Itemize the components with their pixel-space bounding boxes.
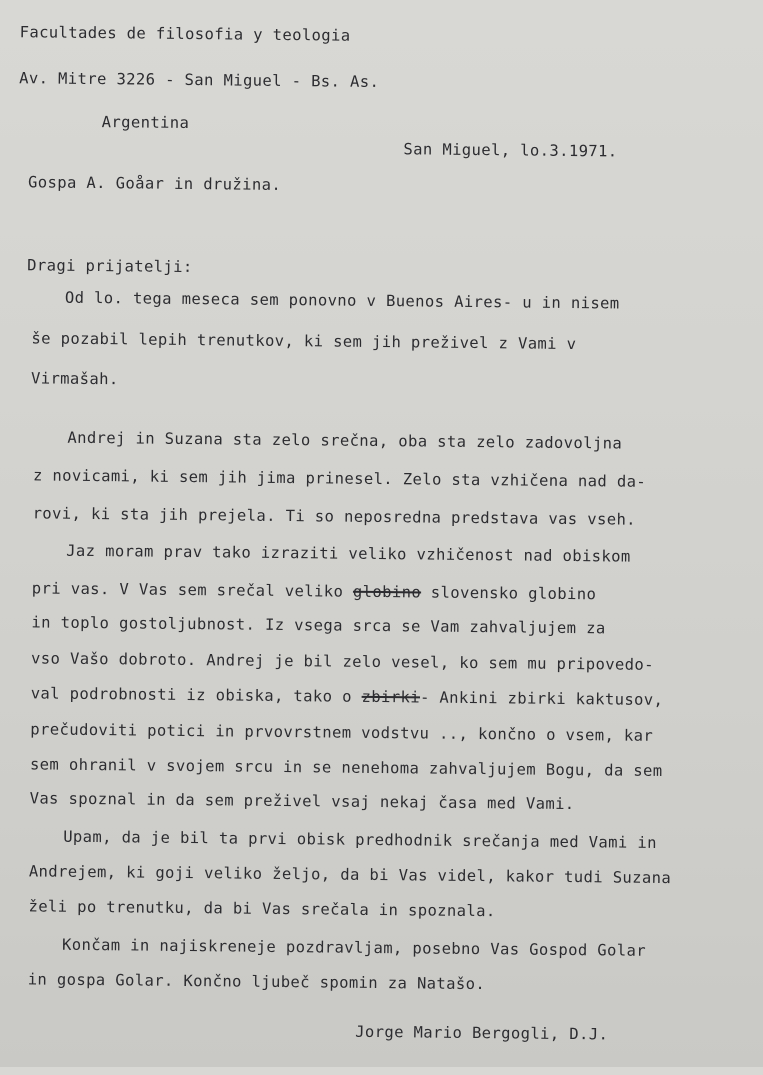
letterhead-institution: Facultades de filosofia y teologia — [19, 23, 351, 45]
paragraph-4-line: Upam, da je bil ta prvi obisk predhodnik srečanja med Vami in — [63, 827, 657, 852]
paragraph-3-line: in toplo gostoljubnost. Iz vsega srca se Vam zahvaljujem za — [31, 613, 606, 638]
text-segment: val podrobnosti iz obiska, tako o — [30, 684, 362, 706]
paragraph-3-line: vso Vašo dobroto. Andrej je bil zelo vesel, ko sem mu pripovedo- — [31, 649, 655, 674]
paragraph-1-line: še pozabil lepih trenutkov, ki sem jih preživel z Vami v — [31, 329, 577, 354]
letter-date: San Miguel, lo.3.1971. — [403, 140, 618, 161]
paragraph-2-line: rovi, ki sta jih prejela. Ti so neposredna predstava vas vseh. — [32, 504, 637, 529]
paragraph-3-line: prečudoviti potici in prvovrstnem vodstvu .., končno o vsem, kar — [30, 720, 654, 745]
letterhead-country: Argentina — [101, 113, 190, 132]
paragraph-2-line: z novicami, ki sem jih jima prinesel. Zelo sta vzhičena nad da- — [32, 466, 647, 491]
struck-word: zbirki — [361, 687, 421, 707]
struck-word: globino — [352, 582, 422, 602]
paragraph-2-line: Andrej in Suzana sta zelo srečna, oba sta zelo zadovoljna — [67, 428, 623, 453]
salutation: Dragi prijatelji: — [27, 256, 193, 277]
paragraph-5-line: in gospa Golar. Končno ljubeč spomin za Natašo. — [27, 970, 486, 994]
text-segment: - Ankini zbirki kaktusov, — [419, 688, 664, 709]
paragraph-3-line — [32, 578, 597, 604]
paragraph-1-line: Od lo. tega meseca sem ponovno v Buenos Aires- u in nisem — [64, 288, 620, 313]
text-segment: slovensko globino — [421, 583, 597, 604]
paragraph-3-line: Jaz moram prav tako izraziti veliko vzhičenost nad obiskom — [66, 541, 631, 566]
paragraph-3-line: sem ohranil v svojem srcu in se nenehoma zahvaljujem Bogu, da sem — [29, 755, 663, 780]
recipient: Gospa A. Goåar in družina. — [27, 173, 282, 194]
paragraph-4-line: želi po trenutku, da bi Vas srečala in spoznala. — [28, 897, 496, 921]
paragraph-3-line — [31, 683, 664, 710]
paragraph-1-line: Virmašah. — [30, 369, 119, 389]
paragraph-4-line: Andrejem, ki goji veliko željo, da bi Vas videl, kakor tudi Suzana — [28, 862, 672, 888]
paragraph-5-line: Končam in najiskreneje pozdravljam, posebno Vas Gospod Golar — [62, 935, 647, 960]
signature: Jorge Mario Bergogli, D.J. — [355, 1022, 609, 1044]
paragraph-3-line: Vas spoznal in da sem preživel vsaj nekaj časa med Vami. — [29, 789, 575, 814]
letterhead-address: Av. Mitre 3226 - San Miguel - Bs. As. — [19, 69, 380, 91]
text-segment: pri vas. V Vas sem srečal veliko — [31, 579, 354, 601]
